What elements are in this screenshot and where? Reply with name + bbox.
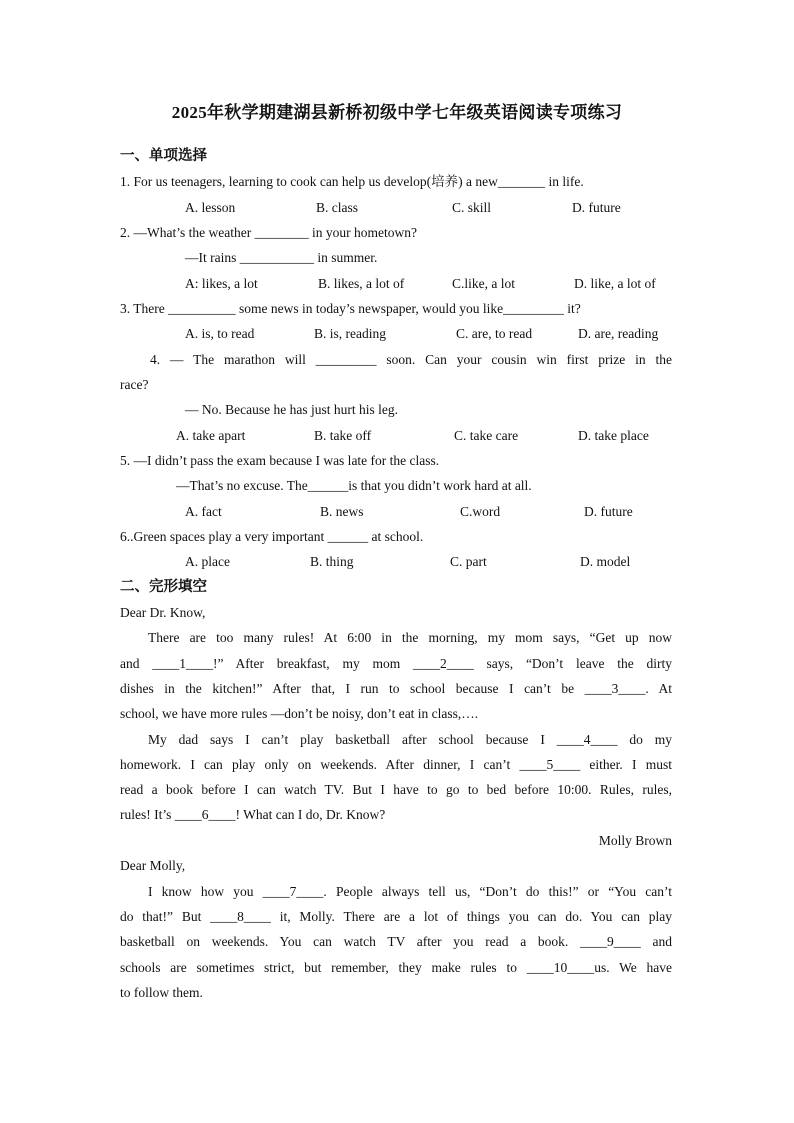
letter1-line-1: There are too many rules! At 6:00 in the morning, my mom says, “Get up now xyxy=(148,630,672,645)
question-4-stem-continued: race? xyxy=(120,377,149,392)
q3-option-c: C. are, to read xyxy=(456,326,533,341)
section-heading-cloze: 二、完形填空 xyxy=(120,579,207,595)
question-4-response: — No. Because he has just hurt his leg. xyxy=(185,402,398,417)
question-5-stem: 5. —I didn’t pass the exam because I was late for the class. xyxy=(120,453,440,468)
q2-option-d: D. like, a lot of xyxy=(574,276,656,291)
q2-option-b: B. likes, a lot of xyxy=(318,276,405,291)
letter1-line-2: and ____1____!” After breakfast, my mom ____2____ says, “Don’t leave the dirty xyxy=(120,656,672,671)
q5-option-a: A. fact xyxy=(185,504,222,519)
question-2-stem: 2. —What’s the weather ________ in your hometown? xyxy=(120,225,417,240)
q2-option-c: C.like, a lot xyxy=(452,276,515,291)
q5-option-c: C.word xyxy=(460,504,501,519)
q2-option-a: A: likes, a lot xyxy=(185,276,258,291)
letter2-greeting: Dear Molly, xyxy=(120,858,186,873)
letter1-line-8: rules! It’s ____6____! What can I do, Dr. Know? xyxy=(120,807,386,822)
q5-option-b: B. news xyxy=(320,504,364,519)
q3-option-b: B. is, reading xyxy=(314,326,386,341)
letter1-signature: Molly Brown xyxy=(598,833,672,848)
q6-option-d: D. model xyxy=(580,554,631,569)
q4-option-a: A. take apart xyxy=(176,428,246,443)
q4-option-b: B. take off xyxy=(314,428,372,443)
q4-option-c: C. take care xyxy=(454,428,519,443)
letter1-line-7: read a book before I can watch TV. But I have to go to bed before 10:00. Rules, rules, xyxy=(120,782,672,797)
letter2-line-2: do that!” But ____8____ it, Molly. There are a lot of things you can do. You can play xyxy=(120,909,672,924)
q3-option-a: A. is, to read xyxy=(185,326,255,341)
q4-option-d: D. take place xyxy=(578,428,649,443)
letter1-line-5: My dad says I can’t play basketball after school because I ____4____ do my xyxy=(148,732,672,747)
letter2-line-1: I know how you ____7____. People always tell us, “Don’t do this!” or “You can’t xyxy=(148,884,672,899)
q3-option-d: D. are, reading xyxy=(578,326,659,341)
q1-option-a: A. lesson xyxy=(185,200,236,215)
letter1-line-4: school, we have more rules —don’t be noisy, don’t eat in class,…. xyxy=(120,706,479,721)
letter1-line-6: homework. I can play only on weekends. After dinner, I can’t ____5____ either. I must xyxy=(120,757,672,772)
q5-option-d: D. future xyxy=(584,504,633,519)
question-6-stem: 6..Green spaces play a very important ______ at school. xyxy=(120,529,424,544)
q6-option-c: C. part xyxy=(450,554,487,569)
page-title: 2025年秋学期建湖县新桥初级中学七年级英语阅读专项练习 xyxy=(171,103,623,122)
q1-option-d: D. future xyxy=(572,200,621,215)
letter2-line-3: basketball on weekends. You can watch TV after you read a book. ____9____ and xyxy=(120,934,672,949)
question-1-stem: 1. For us teenagers, learning to cook can help us develop(培养) a new_______ in life. xyxy=(120,174,584,189)
question-4-stem: 4. — The marathon will _________ soon. Can your cousin win first prize in the xyxy=(150,352,672,367)
section-heading-multiple-choice: 一、单项选择 xyxy=(120,148,207,164)
letter1-line-3: dishes in the kitchen!” After that, I run to school because I can’t be ____3____. At xyxy=(120,681,672,696)
q6-option-b: B. thing xyxy=(310,554,354,569)
question-3-stem: 3. There __________ some news in today’s newspaper, would you like_________ it? xyxy=(120,301,581,316)
question-2-response: —It rains ___________ in summer. xyxy=(185,250,378,265)
q6-option-a: A. place xyxy=(185,554,230,569)
letter2-line-5: to follow them. xyxy=(120,985,203,1000)
letter1-greeting: Dear Dr. Know, xyxy=(120,605,206,620)
q1-option-b: B. class xyxy=(316,200,358,215)
letter2-line-4: schools are sometimes strict, but remember, they make rules to ____10____us. We have xyxy=(120,960,672,975)
q1-option-c: C. skill xyxy=(452,200,492,215)
question-5-response: —That’s no excuse. The______is that you didn’t work hard at all. xyxy=(176,478,532,493)
